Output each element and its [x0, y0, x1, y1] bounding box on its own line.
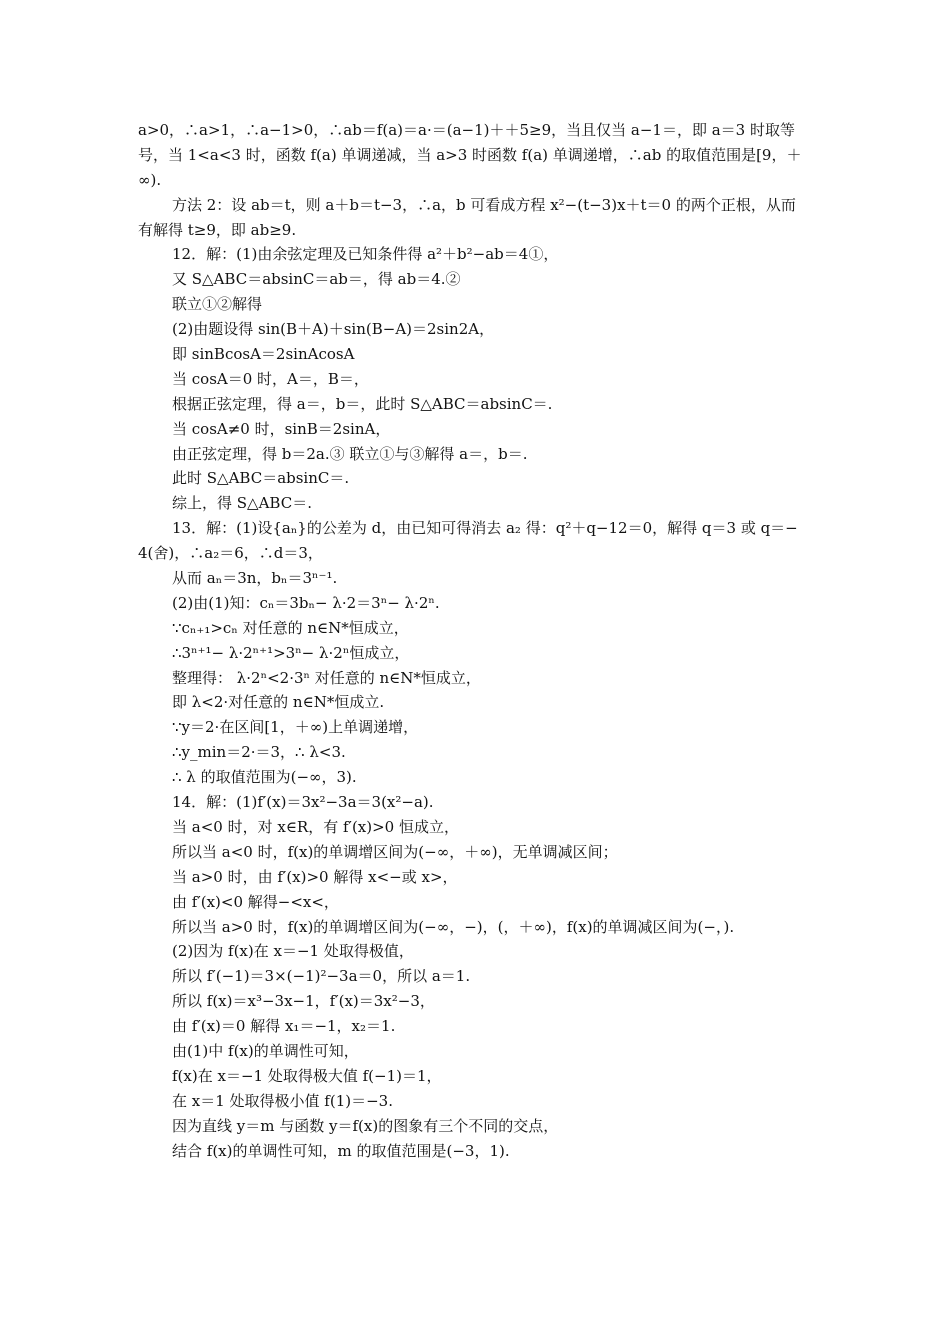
text-line: 当 cosA＝0 时，A＝，B＝，: [172, 369, 369, 388]
text-line: 又 S△ABC＝absinC＝ab＝，得 ab＝4.②: [172, 270, 461, 289]
text-line: ∵y＝2·在区间[1，＋∞)上单调递增，: [172, 718, 419, 737]
text-line: 号，当 1<a<3 时，函数 f(a) 单调递减，当 a>3 时函数 f(a) 单调递增，∴ab 的取值范围是[9，＋: [138, 145, 802, 164]
text-line: ∵cₙ₊₁>cₙ 对任意的 n∈N*恒成立，: [172, 618, 409, 637]
text-line: 4(舍)，∴a₂＝6，∴d＝3，: [138, 544, 323, 563]
text-line: 所以 f(x)＝x³−3x−1，f′(x)＝3x²−3，: [172, 992, 435, 1011]
text-line: 此时 S△ABC＝absinC＝.: [172, 469, 350, 488]
text-line: 由(1)中 f(x)的单调性可知，: [172, 1041, 359, 1060]
text-line: a>0，∴a>1，∴a−1>0，∴ab＝f(a)＝a·＝(a−1)＋＋5≥9，当且仅当 a−1＝，即 a＝3 时取等: [138, 121, 795, 139]
text-line: 当 a<0 时，对 x∈R，有 f′(x)>0 恒成立，: [172, 817, 459, 836]
text-line: 当 a>0 时，由 f′(x)>0 解得 x<−或 x>，: [172, 867, 458, 886]
text-line: 当 cosA≠0 时，sinB＝2sinA，: [172, 419, 391, 438]
text-line: 13．解：(1)设{aₙ}的公差为 d，由已知可得消去 a₂ 得：q²＋q−12＝0，解得 q＝3 或 q＝−: [172, 519, 798, 538]
text-line: 有解得 t≥9，即 ab≥9.: [138, 220, 297, 239]
text-line: 从而 aₙ＝3n，bₙ＝3ⁿ⁻¹.: [172, 569, 338, 588]
text-line: 由正弦定理，得 b＝2a.③ 联立①与③解得 a＝，b＝.: [172, 444, 528, 463]
text-line: 因为直线 y＝m 与函数 y＝f(x)的图象有三个不同的交点，: [172, 1116, 559, 1135]
text-line: 所以当 a>0 时，f(x)的单调增区间为(−∞，−)，(，＋∞)，f(x)的单调减区间为(−，).: [172, 917, 735, 936]
text-line: 即 sinBcosA＝2sinAcosA: [172, 345, 355, 364]
text-line: (2)由题设得 sin(B＋A)＋sin(B−A)＝2sin2A，: [172, 320, 495, 339]
text-line: 方法 2：设 ab＝t，则 a＋b＝t−3，∴a，b 可看成方程 x²−(t−3)x＋t＝0 的两个正根，从而: [172, 195, 796, 214]
text-line: 结合 f(x)的单调性可知，m 的取值范围是(−3，1).: [172, 1141, 510, 1160]
text-line: 所以当 a<0 时，f(x)的单调增区间为(−∞，＋∞)，无单调减区间；: [172, 842, 618, 861]
text-line: 由 f′(x)<0 解得−<x<，: [172, 892, 339, 911]
text-line: 联立①②解得: [172, 295, 263, 314]
text-line: 整理得： λ·2ⁿ<2·3ⁿ 对任意的 n∈N*恒成立，: [172, 668, 481, 687]
text-line: (2)由(1)知：cₙ＝3bₙ− λ·2＝3ⁿ− λ·2ⁿ.: [172, 593, 440, 612]
text-line: 综上，得 S△ABC＝.: [172, 494, 312, 513]
text-line: f(x)在 x＝−1 处取得极大值 f(−1)＝1，: [172, 1066, 442, 1085]
text-line: (2)因为 f(x)在 x＝−1 处取得极值，: [172, 942, 414, 961]
text-line: 由 f′(x)＝0 解得 x₁＝−1，x₂＝1.: [172, 1017, 396, 1036]
text-line: 在 x＝1 处取得极小值 f(1)＝−3.: [172, 1091, 393, 1110]
text-line: ∴y_min＝2·＝3，∴ λ<3.: [172, 743, 346, 762]
text-line: ∴ λ 的取值范围为(−∞，3).: [172, 768, 357, 787]
text-line: 所以 f′(−1)＝3×(−1)²−3a＝0，所以 a＝1.: [172, 967, 471, 986]
text-line: 14．解：(1)f′(x)＝3x²−3a＝3(x²−a).: [172, 793, 434, 812]
solution-text: [138, 118, 816, 1163]
text-line: ∴3ⁿ⁺¹− λ·2ⁿ⁺¹>3ⁿ− λ·2ⁿ恒成立，: [172, 643, 410, 662]
text-line: 根据正弦定理，得 a＝，b＝，此时 S△ABC＝absinC＝.: [172, 394, 553, 413]
text-line: 即 λ<2·对任意的 n∈N*恒成立.: [172, 693, 385, 712]
text-line: ∞).: [138, 170, 162, 189]
text-line: 12．解：(1)由余弦定理及已知条件得 a²＋b²−ab＝4①，: [172, 245, 559, 264]
